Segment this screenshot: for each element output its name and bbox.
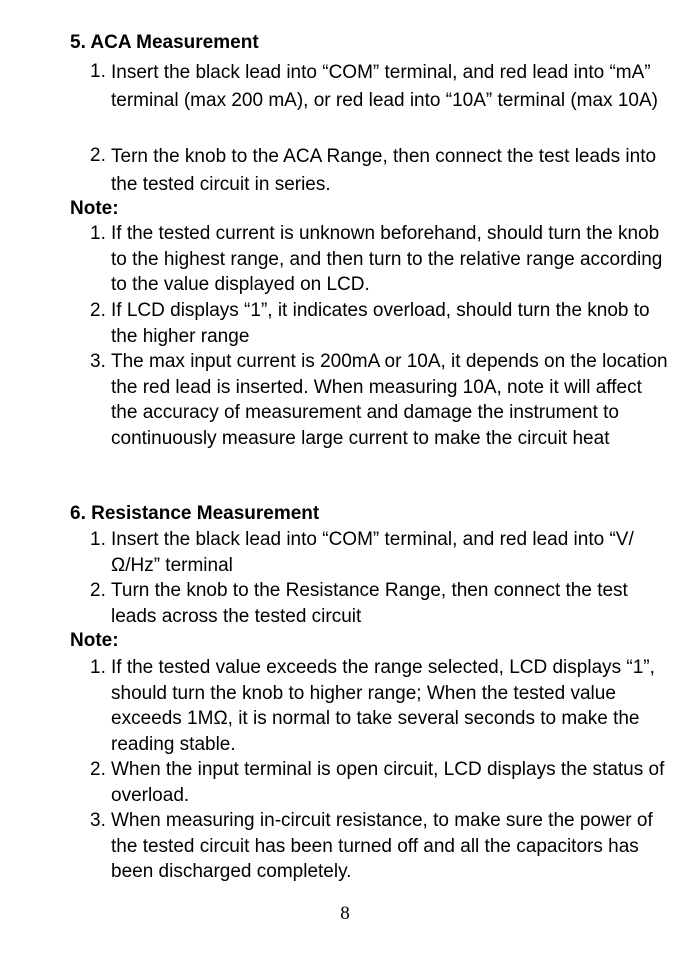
section-6-title: 6. Resistance Measurement [70,503,320,524]
list-item-text: Tern the knob to the ACA Range, then connect the test leads into the tested circuit in series. [111,146,657,195]
list-item-text: When the input terminal is open circuit, LCD displays the status of overload. [111,759,665,806]
list-item-text: When measuring in-circuit resistance, to make sure the power of the tested circuit has been turned off and all the capacitors has been discharged completely. [111,810,653,882]
section-5-steps [0,59,671,198]
list-item: 2. Tern the knob to the ACA Range, then connect the test leads into the tested circuit in series. [0,143,671,198]
list-item-text: If LCD displays “1”, it indicates overload, should turn the knob to the higher range [111,300,650,347]
section-6-notes [0,655,671,885]
section-5-title: 5. ACA Measurement [70,32,259,53]
section-5-notes [0,221,671,451]
list-item: 1. Insert the black lead into “COM” terminal, and red lead into “V/Ω/Hz” terminal [0,527,671,578]
section-5-note-label: Note: [70,198,119,219]
list-item: 2. If LCD displays “1”, it indicates overload, should turn the knob to the higher range [0,298,671,349]
section-6-note-label: Note: [70,630,119,651]
list-item-text: If the tested value exceeds the range selected, LCD displays “1”, should turn the knob to higher range; When the tested value exceeds 1MΩ, it is normal to take several seconds to make the reading stable. [111,657,655,755]
page-number: 8 [340,903,350,924]
list-item: 3. When measuring in-circuit resistance, to make sure the power of the tested circuit has been turned off and all the capacitors has been discharged completely. [0,808,671,885]
list-item: 1. Insert the black lead into “COM” terminal, and red lead into “mA” terminal (max 200 mA), or red lead into “10A” terminal (max 10A) [0,59,671,143]
list-item: 1. If the tested current is unknown beforehand, should turn the knob to the highest range, and then turn to the relative range according to the value displayed on LCD. [0,221,671,298]
list-item-text: The max input current is 200mA or 10A, it depends on the location the red lead is inserted. When measuring 10A, note it will affect the accuracy of measurement and damage the instrument to continuously measure large current to make the circuit heat [111,351,668,449]
list-item: 2. When the input terminal is open circuit, LCD displays the status of overload. [0,757,671,808]
list-item-text: Insert the black lead into “COM” terminal, and red lead into “V/Ω/Hz” terminal [111,529,634,576]
list-item-text: If the tested current is unknown beforehand, should turn the knob to the highest range, and then turn to the relative range according to the value displayed on LCD. [111,223,663,295]
list-item: 2. Turn the knob to the Resistance Range, then connect the test leads across the tested circuit [0,578,671,629]
section-6-steps [0,527,671,629]
list-item: 3. The max input current is 200mA or 10A, it depends on the location the red lead is inserted. When measuring 10A, note it will affect the accuracy of measurement and damage the instrument to continuously measure large current to make the circuit heat [0,349,671,451]
list-item-text: Insert the black lead into “COM” terminal, and red lead into “mA” terminal (max 200 mA), or red lead into “10A” terminal (max 10A) [111,62,658,111]
list-item-text: Turn the knob to the Resistance Range, then connect the test leads across the tested circuit [111,580,628,627]
list-item: 1. If the tested value exceeds the range selected, LCD displays “1”, should turn the knob to higher range; When the tested value exceeds 1MΩ, it is normal to take several seconds to make the reading stable. [0,655,671,757]
